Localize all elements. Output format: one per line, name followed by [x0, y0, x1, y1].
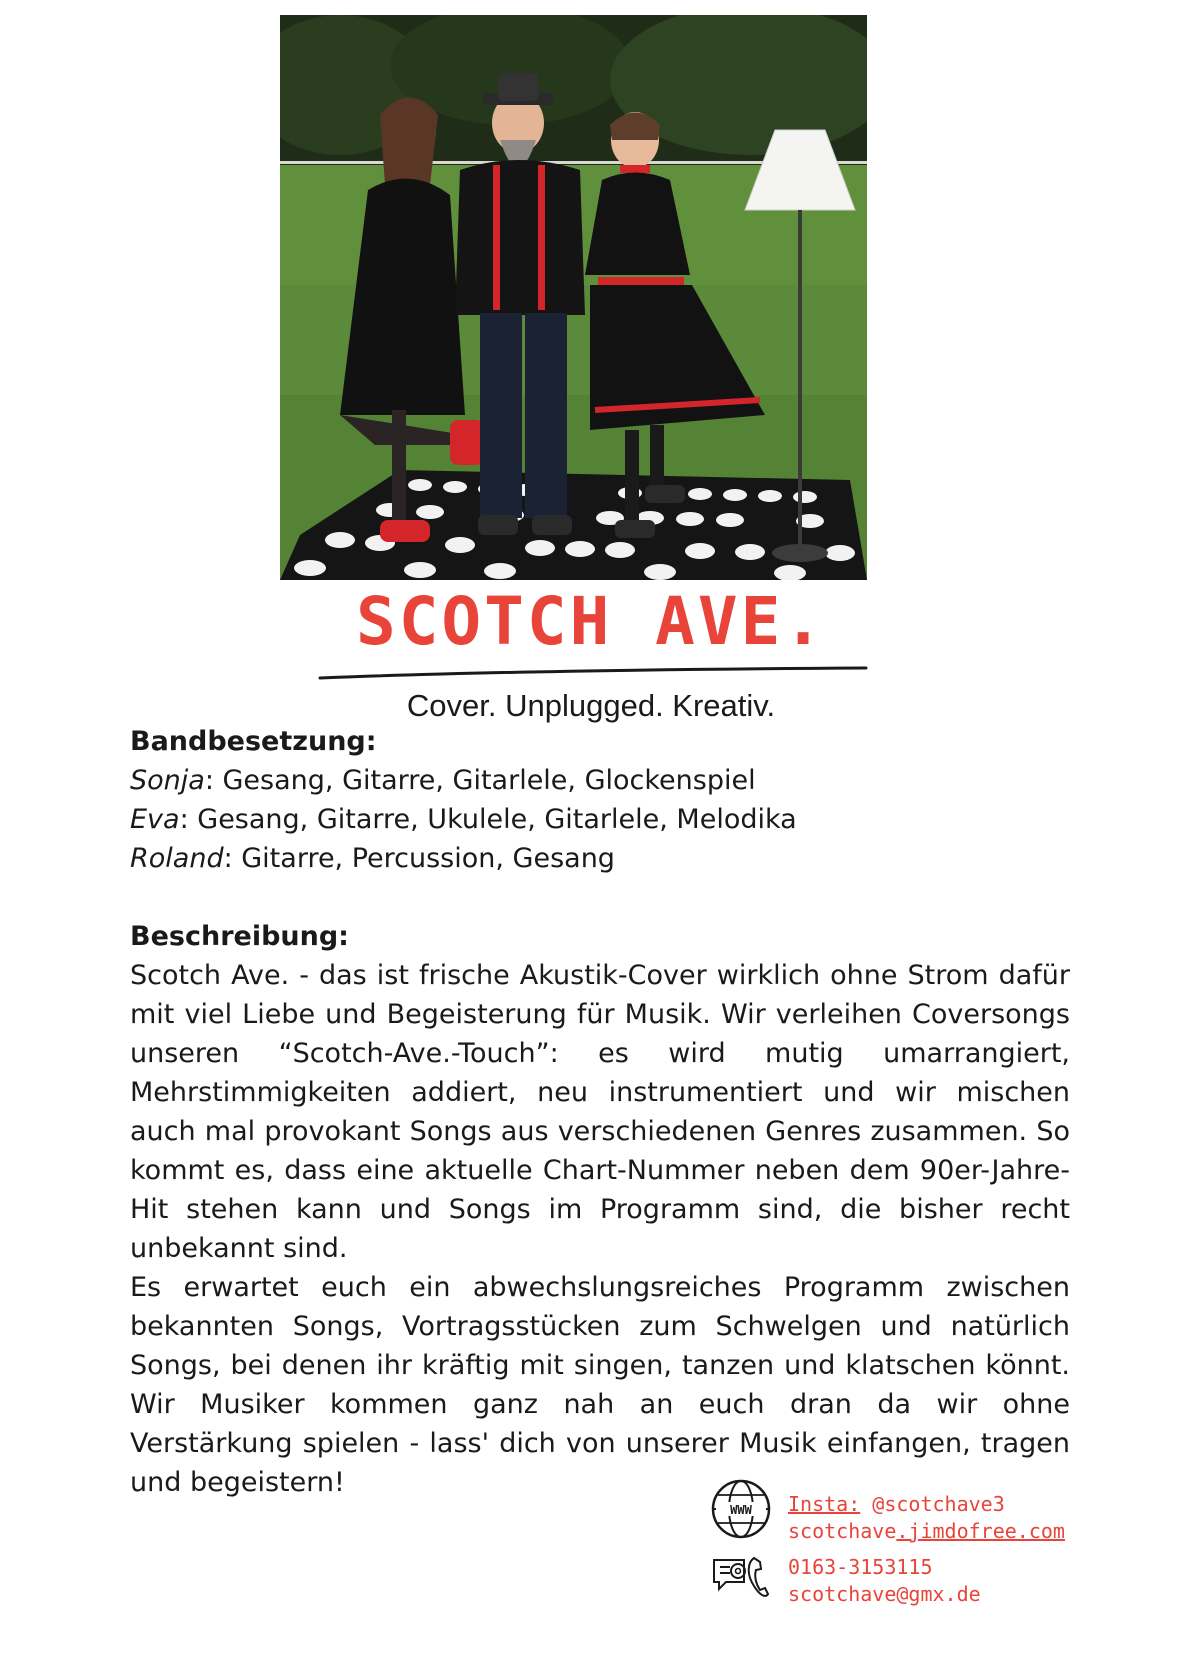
member-line — [130, 839, 1070, 878]
description-paragraph: Scotch Ave. - das ist frische Akustik-Cover wirklich ohne Strom dafür mit viel Liebe und Begeisterung für Musik. Wir verleihen Coversongs unseren “Scotch-Ave.-Touch”: es wird mutig umarrangiert, Mehrstimmigkeiten addiert, neu instrumentiert und wir mischen auch mal provokant Songs aus verschiedenen Genres zusammen. So kommt es, dass eine aktuelle Chart-Nummer neben dem 90er-Jahre-Hit stehen kann und Songs im Programm sind, die bisher recht unbekannt sind. — [130, 960, 1070, 1264]
member-line — [130, 800, 1070, 839]
member-name: Sonja — [130, 765, 205, 796]
website-prefix: scotchave — [788, 1519, 897, 1543]
band-name: SCOTCH AVE. — [355, 583, 827, 660]
chat-phone-icon — [710, 1552, 772, 1602]
www-text: WWW — [730, 1503, 752, 1517]
website-link[interactable] — [788, 1519, 1065, 1543]
instagram-link[interactable] — [788, 1492, 1005, 1516]
website-domain: .jimdofree.com — [896, 1519, 1065, 1543]
phone-link[interactable]: 0163-3153115 — [788, 1555, 933, 1579]
contact-block — [710, 1478, 1090, 1608]
band-photo — [280, 15, 867, 580]
insta-handle: @scotchave3 — [860, 1492, 1005, 1516]
main-content — [130, 722, 1070, 1502]
member-name: Eva — [130, 804, 180, 835]
member-role: : Gesang, Gitarre, Gitarlele, Glockenspiel — [204, 765, 756, 796]
member-role: : Gitarre, Percussion, Gesang — [223, 843, 615, 874]
member-name: Roland — [130, 843, 224, 874]
lineup-heading: Bandbesetzung: — [130, 726, 377, 757]
globe-www-icon — [710, 1478, 772, 1540]
member-role: : Gesang, Gitarre, Ukulele, Gitarlele, Melodika — [179, 804, 797, 835]
description-paragraph: Es erwartet euch ein abwechslungsreiches Programm zwischen bekannten Songs, Vortragsstücken zum Schwelgen und natürlich Songs, bei denen ihr kräftig mit singen, tanzen und klatschen könnt. Wir Musiker kommen ganz nah an euch dran da wir ohne Verstärkung spielen - lass' dich von unserer Musik einfangen, tragen und begeistern! — [130, 1272, 1070, 1498]
description-heading: Beschreibung: — [130, 921, 349, 952]
member-line — [130, 761, 1070, 800]
email-link[interactable]: scotchave@gmx.de — [788, 1582, 981, 1606]
title-underline — [318, 660, 868, 684]
insta-label: Insta: — [788, 1492, 861, 1516]
tagline: Cover. Unplugged. Kreativ. — [406, 688, 776, 723]
